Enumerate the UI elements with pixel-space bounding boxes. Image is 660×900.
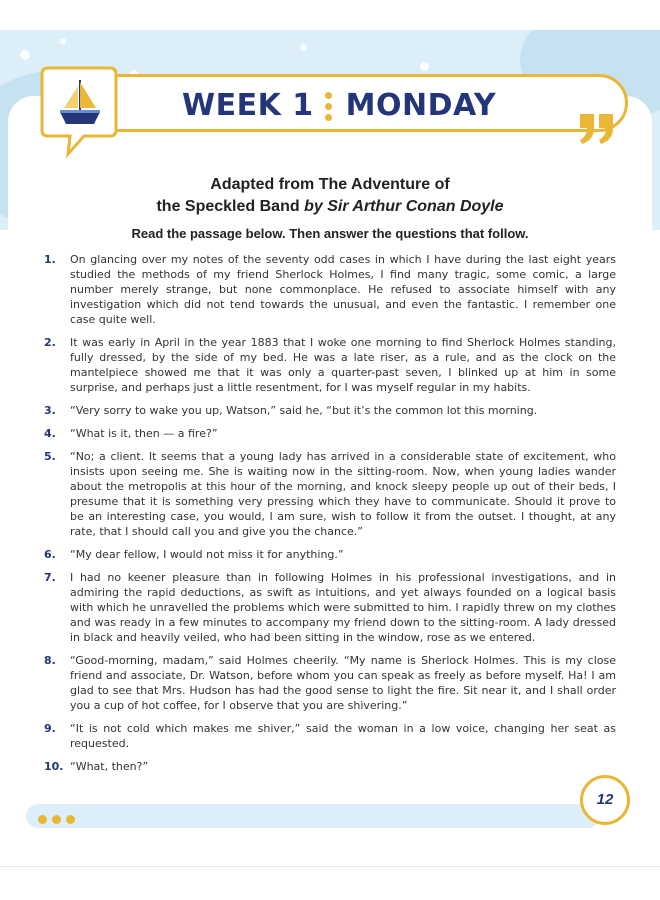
paragraph-text: “My dear fellow, I would not miss it for anything.” bbox=[70, 548, 344, 561]
paragraph-text: “No; a client. It seems that a young lady has arrived in a considerable state of excitement, who insists upon seeing me. She is waiting now in the sitting-room. Now, when young ladies wander about the metropolis at this hour of the morning, and knock sleepy people up out of their beds, I presume that it is something very pressing which they have to communicate. Should it prove to be an interesting case, you would, I am sure, wish to follow it from the outset. I thought, at any rate, that I should call you and give you the chance.” bbox=[70, 450, 616, 538]
page-header-title bbox=[182, 84, 496, 128]
quote-icon bbox=[576, 108, 618, 153]
paragraph-number: 3. bbox=[44, 404, 56, 417]
paragraph bbox=[44, 426, 616, 441]
paragraph-text: “Very sorry to wake you up, Watson,” said he, “but it’s the common lot this morning. bbox=[70, 404, 538, 417]
instructions: Read the passage below. Then answer the questions that follow. bbox=[131, 226, 529, 241]
passage-title bbox=[0, 174, 660, 218]
paragraph-number: 10. bbox=[44, 760, 64, 773]
passage bbox=[44, 252, 616, 782]
paragraph bbox=[44, 449, 616, 539]
title-line-2: the Speckled Band bbox=[156, 198, 300, 215]
paragraph-text: It was early in April in the year 1883 that I woke one morning to find Sherlock Holmes standing, fully dressed, by the side of my bed. He was a late riser, as a rule, and as the clock on the mantelpiece showed me that it was only a quarter-past seven, I blinked up at him in some surprise, and perhaps just a little resentment, for I was myself regular in my habits. bbox=[70, 336, 616, 394]
paragraph-text: I had no keener pleasure than in following Holmes in his professional investigations, and in admiring the rapid deductions, as swift as intuitions, and yet always founded on a logical basis with which he unravelled the problems which were submitted to him. I rapidly threw on my clothes and was ready in a few minutes to accompany my friend down to the sitting-room. A lady dressed in black and heavily veiled, who had been sitting in the window, rose as we entered. bbox=[70, 571, 616, 644]
paragraph bbox=[44, 570, 616, 645]
day-label: MONDAY bbox=[345, 88, 497, 123]
paragraph bbox=[44, 653, 616, 713]
title-line-1: Adapted from The Adventure of bbox=[210, 176, 450, 193]
page-number: 12 bbox=[580, 775, 630, 825]
separator-dots bbox=[322, 92, 336, 122]
paragraph bbox=[44, 403, 616, 418]
sailboat-icon bbox=[38, 64, 120, 165]
paragraph-text: “What, then?” bbox=[70, 760, 149, 773]
paragraph-text: “Good-morning, madam,” said Holmes cheerily. “My name is Sherlock Holmes. This is my close friend and associate, Dr. Watson, before whom you can speak as freely as before myself. Ha! I am glad to see that Mrs. Hudson has had the good sense to light the fire. Sit near it, and I shall order you a cup of hot coffee, for I observe that you are shivering.” bbox=[70, 654, 616, 712]
bottom-divider bbox=[0, 866, 660, 867]
paragraph-number: 6. bbox=[44, 548, 56, 561]
paragraph-number: 1. bbox=[44, 253, 56, 266]
paragraph bbox=[44, 547, 616, 562]
footer-dots bbox=[38, 811, 80, 829]
paragraph bbox=[44, 252, 616, 327]
paragraph-text: “What is it, then — a fire?” bbox=[70, 427, 218, 440]
paragraph-text: “It is not cold which makes me shiver,” said the woman in a low voice, changing her seat as requested. bbox=[70, 722, 616, 750]
paragraph-text: On glancing over my notes of the seventy odd cases in which I have during the last eight years studied the methods of my friend Sherlock Holmes, I find many tragic, some comic, a large number merely strange, but none commonplace. He refused to associate himself with any investigation which did not tend towards the unusual, and even the fantastic. I remember one case quite well. bbox=[70, 253, 616, 326]
paragraph-number: 7. bbox=[44, 571, 56, 584]
footer-bar bbox=[26, 804, 600, 828]
paragraph-number: 9. bbox=[44, 722, 56, 735]
paragraph bbox=[44, 335, 616, 395]
paragraph-number: 2. bbox=[44, 336, 56, 349]
paragraph-number: 5. bbox=[44, 450, 56, 463]
paragraph-number: 4. bbox=[44, 427, 56, 440]
paragraph bbox=[44, 759, 616, 774]
paragraph bbox=[44, 721, 616, 751]
week-label: WEEK 1 bbox=[182, 88, 314, 123]
title-author: by Sir Arthur Conan Doyle bbox=[304, 198, 504, 215]
paragraph-number: 8. bbox=[44, 654, 56, 667]
